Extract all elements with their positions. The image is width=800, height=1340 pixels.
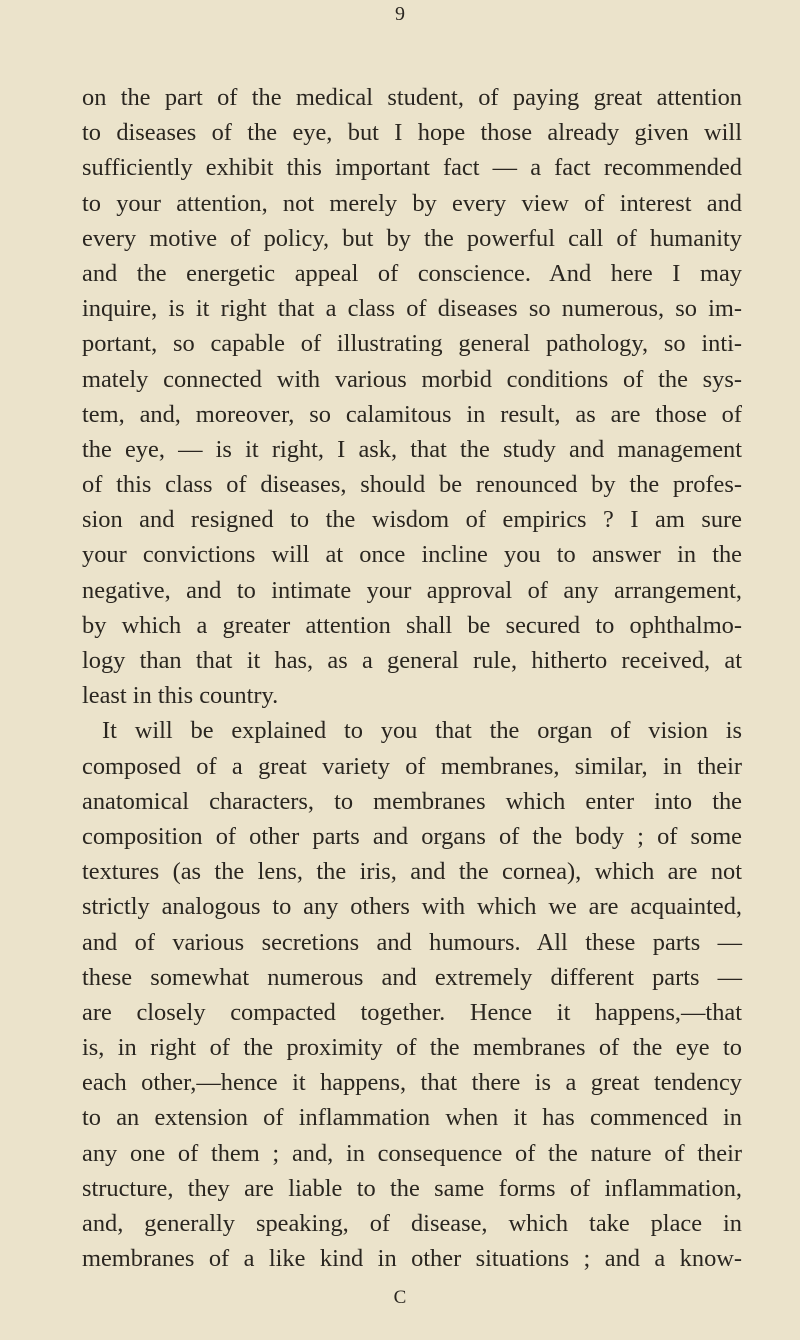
text-line: membranes of a like kind in other situations ; and a know-: [82, 1245, 742, 1273]
text-line: and, generally speaking, of disease, which take place in: [82, 1210, 742, 1237]
text-line: sion and resigned to the wisdom of empirics ? I am sure: [82, 506, 742, 534]
text-line: each other,—hence it happens, that there is a great tendency: [82, 1069, 742, 1097]
text-line: composition of other parts and organs of the body ; of some: [82, 822, 742, 850]
text-line: and the energetic appeal of conscience. And here I may: [82, 259, 742, 287]
text-line: on the part of the medical student, of paying great attention: [82, 84, 742, 111]
text-line: these somewhat numerous and extremely different parts —: [82, 963, 742, 991]
text-line: and of various secretions and humours. All these parts —: [82, 928, 742, 956]
paragraph-end-line: least in this country.: [82, 682, 279, 710]
text-line: inquire, is it right that a class of diseases so numerous, so im-: [82, 295, 742, 323]
page-number: 9: [395, 3, 405, 25]
text-line: any one of them ; and, in consequence of the nature of their: [82, 1139, 742, 1167]
text-line: by which a greater attention shall be secured to ophthalmo-: [82, 611, 742, 639]
text-line: to diseases of the eye, but I hope those already given will: [82, 119, 742, 147]
text-line: composed of a great variety of membranes, similar, in their: [82, 752, 742, 780]
text-line: the eye, — is it right, I ask, that the study and management: [82, 435, 742, 463]
text-line: of this class of diseases, should be renounced by the profes-: [82, 471, 742, 499]
text-line: negative, and to intimate your approval of any arrangement,: [82, 576, 742, 604]
text-line: is, in right of the proximity of the membranes of the eye to: [82, 1034, 742, 1062]
text-line: textures (as the lens, the iris, and the cornea), which are not: [82, 858, 742, 886]
paragraph-start-line: It will be explained to you that the organ of vision is: [102, 717, 742, 745]
text-line: tem, and, moreover, so calamitous in result, as are those of: [82, 400, 742, 428]
text-line: strictly analogous to any others with which we are acquainted,: [82, 893, 742, 921]
signature-mark: C: [393, 1287, 407, 1308]
text-line: every motive of policy, but by the powerful call of humanity: [82, 224, 742, 252]
text-line: logy than that it has, as a general rule, hitherto received, at: [82, 647, 742, 674]
text-line: structure, they are liable to the same forms of inflammation,: [82, 1174, 742, 1202]
text-line: sufficiently exhibit this important fact — a fact recommended: [82, 154, 742, 182]
text-line: portant, so capable of illustrating general pathology, so inti-: [82, 330, 742, 358]
text-line: your convictions will at once incline you to answer in the: [82, 541, 742, 569]
text-line: are closely compacted together. Hence it happens,—that: [82, 998, 742, 1026]
body-text: [82, 80, 742, 1276]
text-line: to an extension of inflammation when it has commenced in: [82, 1104, 742, 1132]
text-line: anatomical characters, to membranes which enter into the: [82, 787, 742, 815]
text-line: mately connected with various morbid conditions of the sys-: [82, 365, 742, 393]
text-line: to your attention, not merely by every view of interest and: [82, 189, 742, 217]
